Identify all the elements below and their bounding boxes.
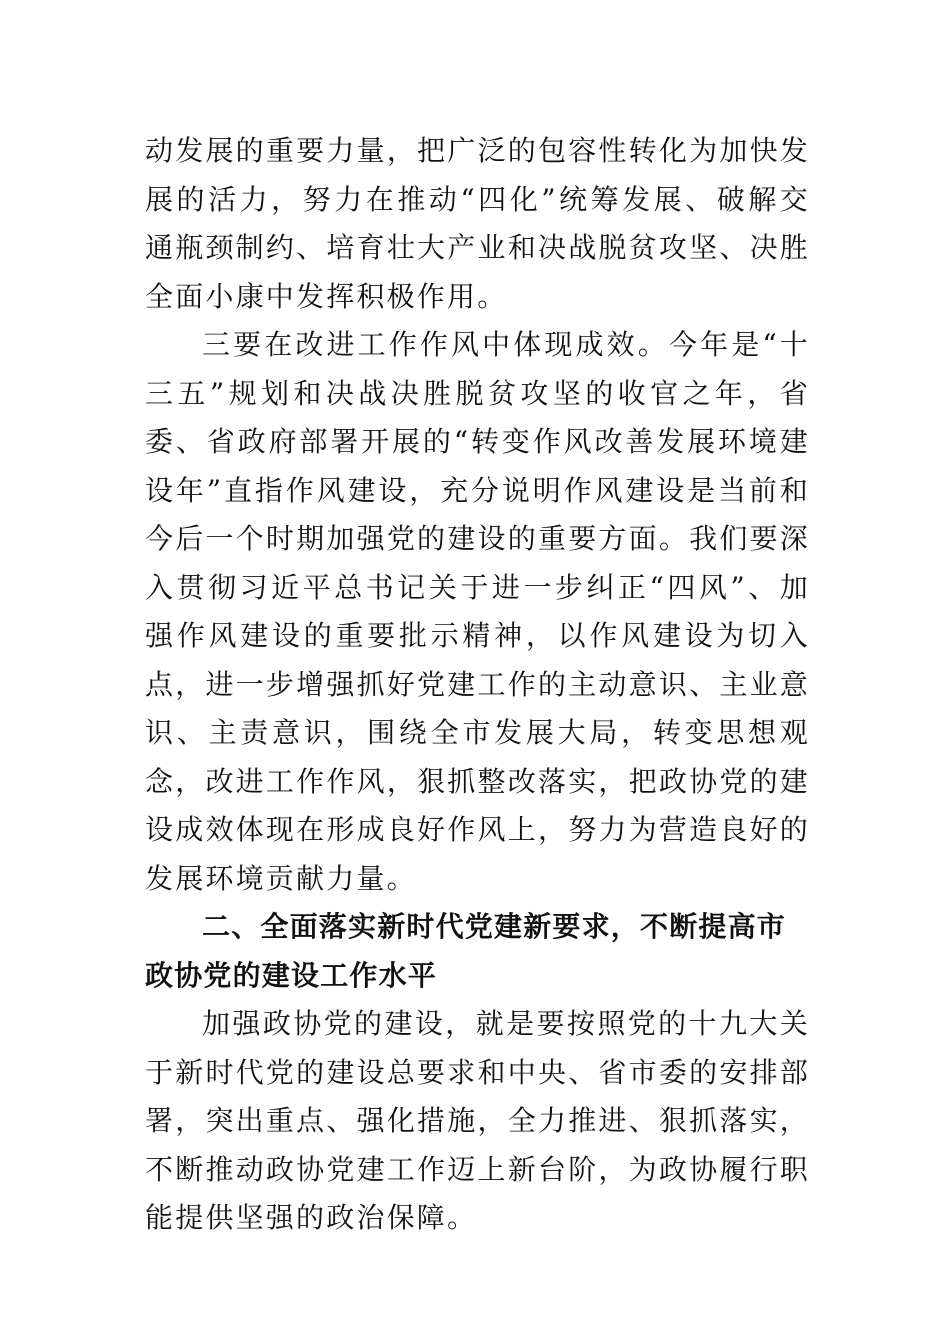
paragraph-lead-sentence: 三要在改进工作作风中体现成效。	[202, 328, 669, 361]
paragraph-party-building: 加强政协党的建设，就是要按照党的十九大关于新时代党的建设总要求和中央、省市委的安排部署，突出重点、强化措施，全力推进、狠抓落实，不断推动政协党建工作迈上新台阶，为政协履行职能提供坚强的政治保障。	[145, 1007, 810, 1234]
paragraph-continuation: 动发展的重要力量，把广泛的包容性转化为加快发展的活力，努力在推动“四化”统筹发展、破解交通瓶颈制约、培育壮大产业和决战脱贫攻坚、决胜全面小康中发挥积极作用。	[145, 134, 811, 313]
paragraph-work-style	[145, 321, 810, 903]
document-body	[145, 127, 810, 1243]
section-heading: 二、全面落实新时代党建新要求，不断提高市政协党的建设工作水平	[145, 910, 787, 992]
paragraph-body-text: 今年是“十三五”规划和决战决胜脱贫攻坚的收官之年，省委、省政府部署开展的“转变作风改善发展环境建设年”直指作风建设，充分说明作风建设是当前和今后一个时期加强党的建设的重要方面。我们要深入贯彻习近平总书记关于进一步纠正“四风”、加强作风建设的重要批示精神，以作风建设为切入点，进一步增强抓好党建工作的主动意识、主业意识、主责意识，围绕全市发展大局，转变思想观念，改进工作作风，狠抓整改落实，把政协党的建设成效体现在形成良好作风上，努力为营造良好的发展环境贡献力量。	[145, 328, 811, 895]
